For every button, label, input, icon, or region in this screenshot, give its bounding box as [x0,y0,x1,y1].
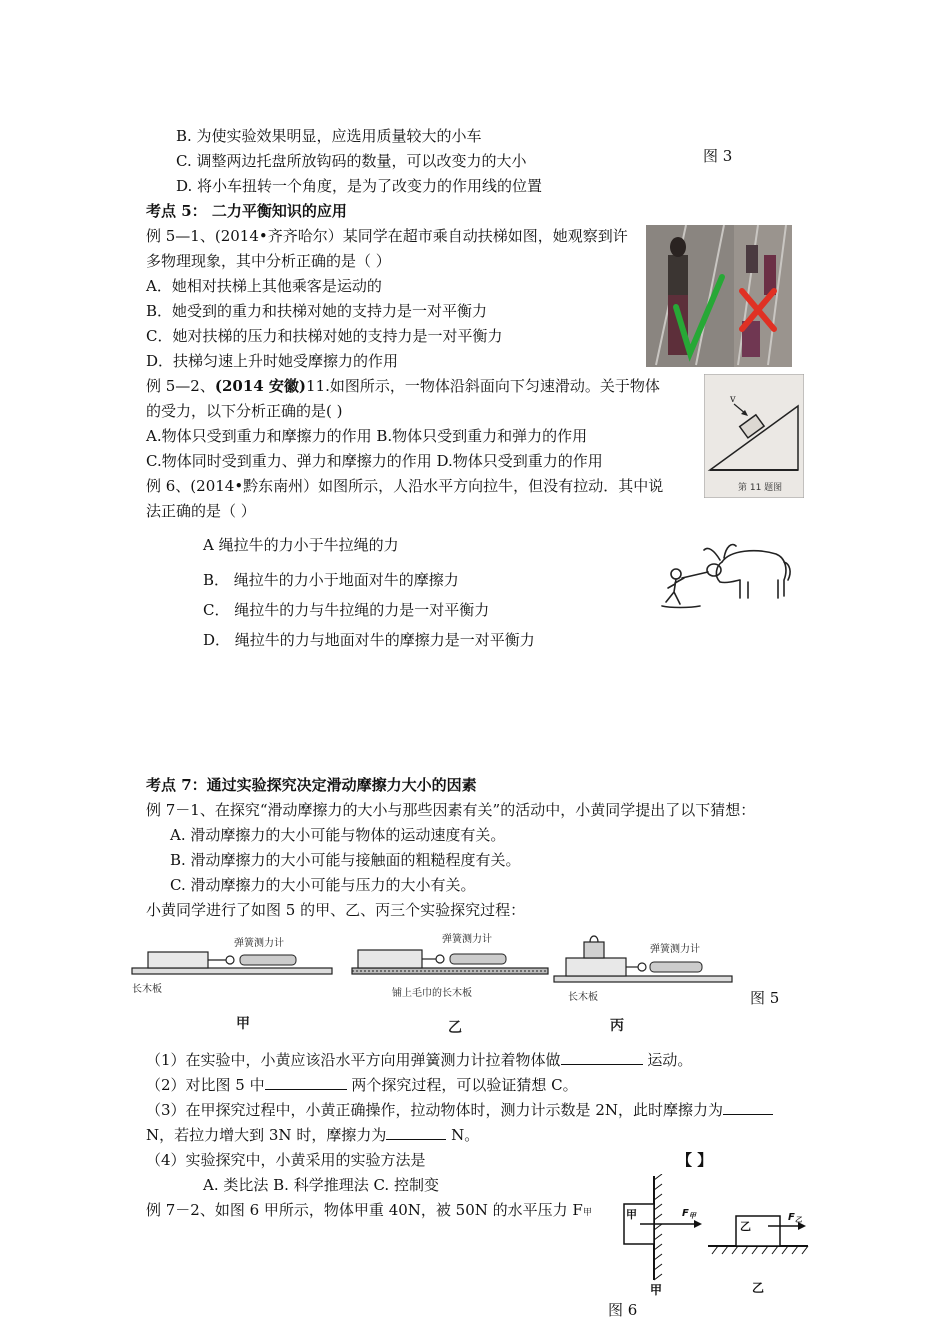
spring-scale-label-bing: 弹簧测力计 [650,944,700,955]
figure-5-label-bing: 丙 [610,1018,624,1034]
example-5-1-stem-2: 多物理现象，其中分析正确的是（ ） [146,252,391,270]
board-label-jia: 长木板 [132,984,162,995]
velocity-label: v [730,394,736,405]
example-5-1-option-a: A．她相对扶梯上其他乘客是运动的 [146,277,382,295]
figure-5-jia [132,936,332,1032]
question-1: （1）在实验中，小黄应该沿水平方向用弹簧测力计拉着物体做 运动。 [146,1051,693,1069]
example-6-option-d: D． 绳拉牛的力与地面对牛的摩擦力是一对平衡力 [203,631,535,649]
ox-pulling-illustration [660,536,796,614]
spring-scale-label-yi: 弹簧测力计 [442,934,492,945]
hypothesis-c: C. 滑动摩擦力的大小可能与压力的大小有关。 [170,876,476,894]
example-5-1-option-c: C．她对扶梯的压力和扶梯对她的支持力是一对平衡力 [146,327,503,345]
escalator-photo [646,225,792,367]
figure-6-label-yi: 乙 [752,1281,765,1295]
figure-3-caption: 图 3 [703,147,733,165]
hypothesis-a: A. 滑动摩擦力的大小可能与物体的运动速度有关。 [170,826,506,844]
answer-blank-3b[interactable] [386,1125,446,1140]
question-3-continued: N，若拉力增大到 3N 时，摩擦力为 N。 [146,1126,480,1144]
example-5-1-option-b: B．她受到的重力和扶梯对她的支持力是一对平衡力 [146,302,488,320]
force-label-jia: $F_甲$ [682,1208,696,1220]
figure-6-box-yi: 乙 [740,1220,751,1233]
example-5-2-stem: 例 5—2、(2014 安徽)11.如图所示，一物体沿斜面向下匀速滑动。关于物体 [146,377,660,395]
figure-5-yi [352,932,548,1036]
figure-6-label-jia: 甲 [650,1283,663,1297]
figure-5-label-yi: 乙 [448,1020,462,1036]
example-6-stem: 例 6、(2014•黔东南州）如图所示，人沿水平方向拉牛，但没有拉动．其中说 [146,477,664,495]
figure-6-box-jia: 甲 [626,1208,637,1221]
question-4-options: A. 类比法 B. 科学推理法 C. 控制变 [203,1176,439,1194]
answer-blank-3a[interactable] [723,1100,773,1115]
figure-5-bing [554,936,732,1034]
example-6-stem-2: 法正确的是（ ） [146,502,256,520]
option-c: C. 调整两边托盘所放钩码的数量，可以改变力的大小 [176,152,527,170]
example-5-2-stem-2: 的受力，以下分析正确的是( ) [146,402,343,420]
option-d: D. 将小车扭转一个角度，是为了改变力的作用线的位置 [176,177,543,195]
hypothesis-b: B. 滑动摩擦力的大小可能与接触面的粗糙程度有关。 [170,851,521,869]
option-b: B. 为使实验效果明显，应选用质量较大的小车 [176,127,482,145]
example-5-2-options-cd: C.物体同时受到重力、弹力和摩擦力的作用 D.物体只受到重力的作用 [146,452,603,470]
incline-figure [704,374,804,498]
section-heading-7: 考点 7：通过实验探究决定滑动摩擦力大小的因素 [146,776,477,794]
example-5-1-stem: 例 5—1、(2014•齐齐哈尔）某同学在超市乘自动扶梯如图，她观察到许 [146,227,628,245]
example-5-1-option-d: D．扶梯匀速上升时她受摩擦力的作用 [146,352,399,370]
question-4: （4）实验探究中，小黄采用的实验方法是 [146,1151,426,1169]
question-3: （3）在甲探究过程中，小黄正确操作，拉动物体时，测力计示数是 2N，此时摩擦力为 [146,1100,773,1120]
example-7-1-stem: 例 7－1、在探究“滑动摩擦力的大小与那些因素有关”的活动中，小黄同学提出了以下猜想： [146,801,756,819]
figure-6-caption: 图 6 [608,1301,638,1319]
figure-5 [130,926,740,1038]
answer-bracket: 【 】 [677,1151,713,1169]
example-6-option-c: C． 绳拉牛的力与牛拉绳的力是一对平衡力 [203,601,490,619]
section-heading-5: 考点 5： 二力平衡知识的应用 [146,202,347,220]
board-label-yi: 铺上毛巾的长木板 [392,988,472,999]
spring-scale-label-jia: 弹簧测力计 [234,938,284,949]
example-6-option-b: B． 绳拉牛的力小于地面对牛的摩擦力 [203,571,459,589]
example-5-2-options-ab: A.物体只受到重力和摩擦力的作用 B.物体只受到重力和弹力的作用 [146,427,588,445]
figure-5-label-jia: 甲 [236,1016,250,1032]
board-label-bing: 长木板 [568,992,598,1003]
question-2: （2）对比图 5 中 两个探究过程，可以验证猜想 C。 [146,1076,578,1094]
figure-5-caption: 图 5 [750,989,780,1007]
incline-figure-caption: 第 11 题图 [738,483,783,493]
example-6-option-a: A 绳拉牛的力小于牛拉绳的力 [203,536,399,554]
force-label-yi: $F_乙$ [788,1212,802,1224]
experiment-intro: 小黄同学进行了如图 5 的甲、乙、丙三个实验探究过程： [146,901,526,919]
figure-6 [618,1174,814,1300]
answer-blank-2[interactable] [265,1075,347,1090]
answer-blank-1[interactable] [561,1050,643,1065]
example-7-2-stem: 例 7－2、如图 6 甲所示，物体甲重 40N，被 50N 的水平压力 F甲 [146,1201,592,1219]
